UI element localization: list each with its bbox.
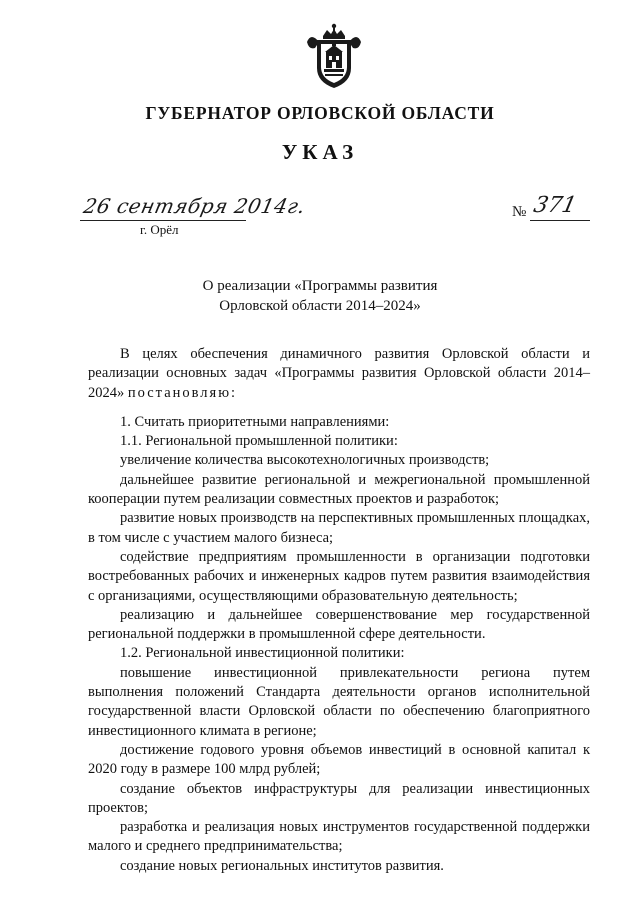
body-paragraph: создание объектов инфраструктуры для реализации инвестиционных проектов; <box>88 780 590 816</box>
body-paragraph: 1. Считать приоритетными направлениями: <box>120 413 390 430</box>
date-underline <box>80 220 246 221</box>
body-paragraph: 1.2. Региональной инвестиционной политики: <box>120 645 405 662</box>
body-paragraph: достижение годового уровня объемов инвестиций в основной капитал к 2020 году в размере 100 млрд рублей; <box>88 741 590 778</box>
subject-line: Орловской области 2014–2024» <box>219 298 421 314</box>
body-paragraph: увеличение количества высокотехнологичных производств; <box>120 452 490 469</box>
document-subject <box>0 276 640 316</box>
number-underline <box>530 220 590 221</box>
subject-line: О реализации «Программы развития <box>202 278 438 294</box>
body-paragraph: развитие новых производств на перспективных промышленных площадках, в том числе с участием малого бизнеса; <box>88 510 590 546</box>
issuer-title: ГУБЕРНАТОР ОРЛОВСКОЙ ОБЛАСТИ <box>145 103 495 123</box>
body-paragraph: содействие предприятиям промышленности в организации подготовки востребованных рабочих и инженерных кадров путем развития взаимодействия с организациями, осуществляющими образовательную деятельность; <box>88 548 590 604</box>
coat-of-arms-icon <box>305 22 363 92</box>
preamble-paragraph <box>88 345 590 403</box>
body-paragraph: дальнейшее развитие региональной и межрегиональной промышленной кооперации путем реализации совместных проектов и разработок; <box>88 471 590 508</box>
body-paragraph: реализацию и дальнейшее совершенствование мер государственной региональной поддержки в промышленной сфере деятельности. <box>88 606 590 643</box>
body-paragraph: разработка и реализация новых инструментов государственной поддержки малого и среднего предпринимательства; <box>88 819 590 855</box>
document-body <box>88 345 590 876</box>
body-paragraph: создание новых региональных институтов развития. <box>120 857 444 874</box>
decree-verb: постановляю: <box>127 384 238 401</box>
preamble-text: В целях обеспечения динамичного развития Орловской области и реализации основных задач «Программы развития Орловской области 2014–2024» <box>88 346 590 401</box>
document-type: УКАЗ <box>281 140 359 164</box>
city-label: г. Орёл <box>140 222 179 237</box>
handwritten-number: 371 <box>531 193 579 218</box>
body-paragraph: повышение инвестиционной привлекательности региона путем выполнения положений Стандарта деятельности органов исполнительной государственной власти Орловской области по обеспечению благоприятного инвестиционного климата в регионе; <box>88 664 590 739</box>
number-label: № <box>512 204 527 220</box>
handwritten-date: 26 сентября 2014г. <box>81 194 308 218</box>
body-paragraph: 1.1. Региональной промышленной политики: <box>120 433 398 450</box>
